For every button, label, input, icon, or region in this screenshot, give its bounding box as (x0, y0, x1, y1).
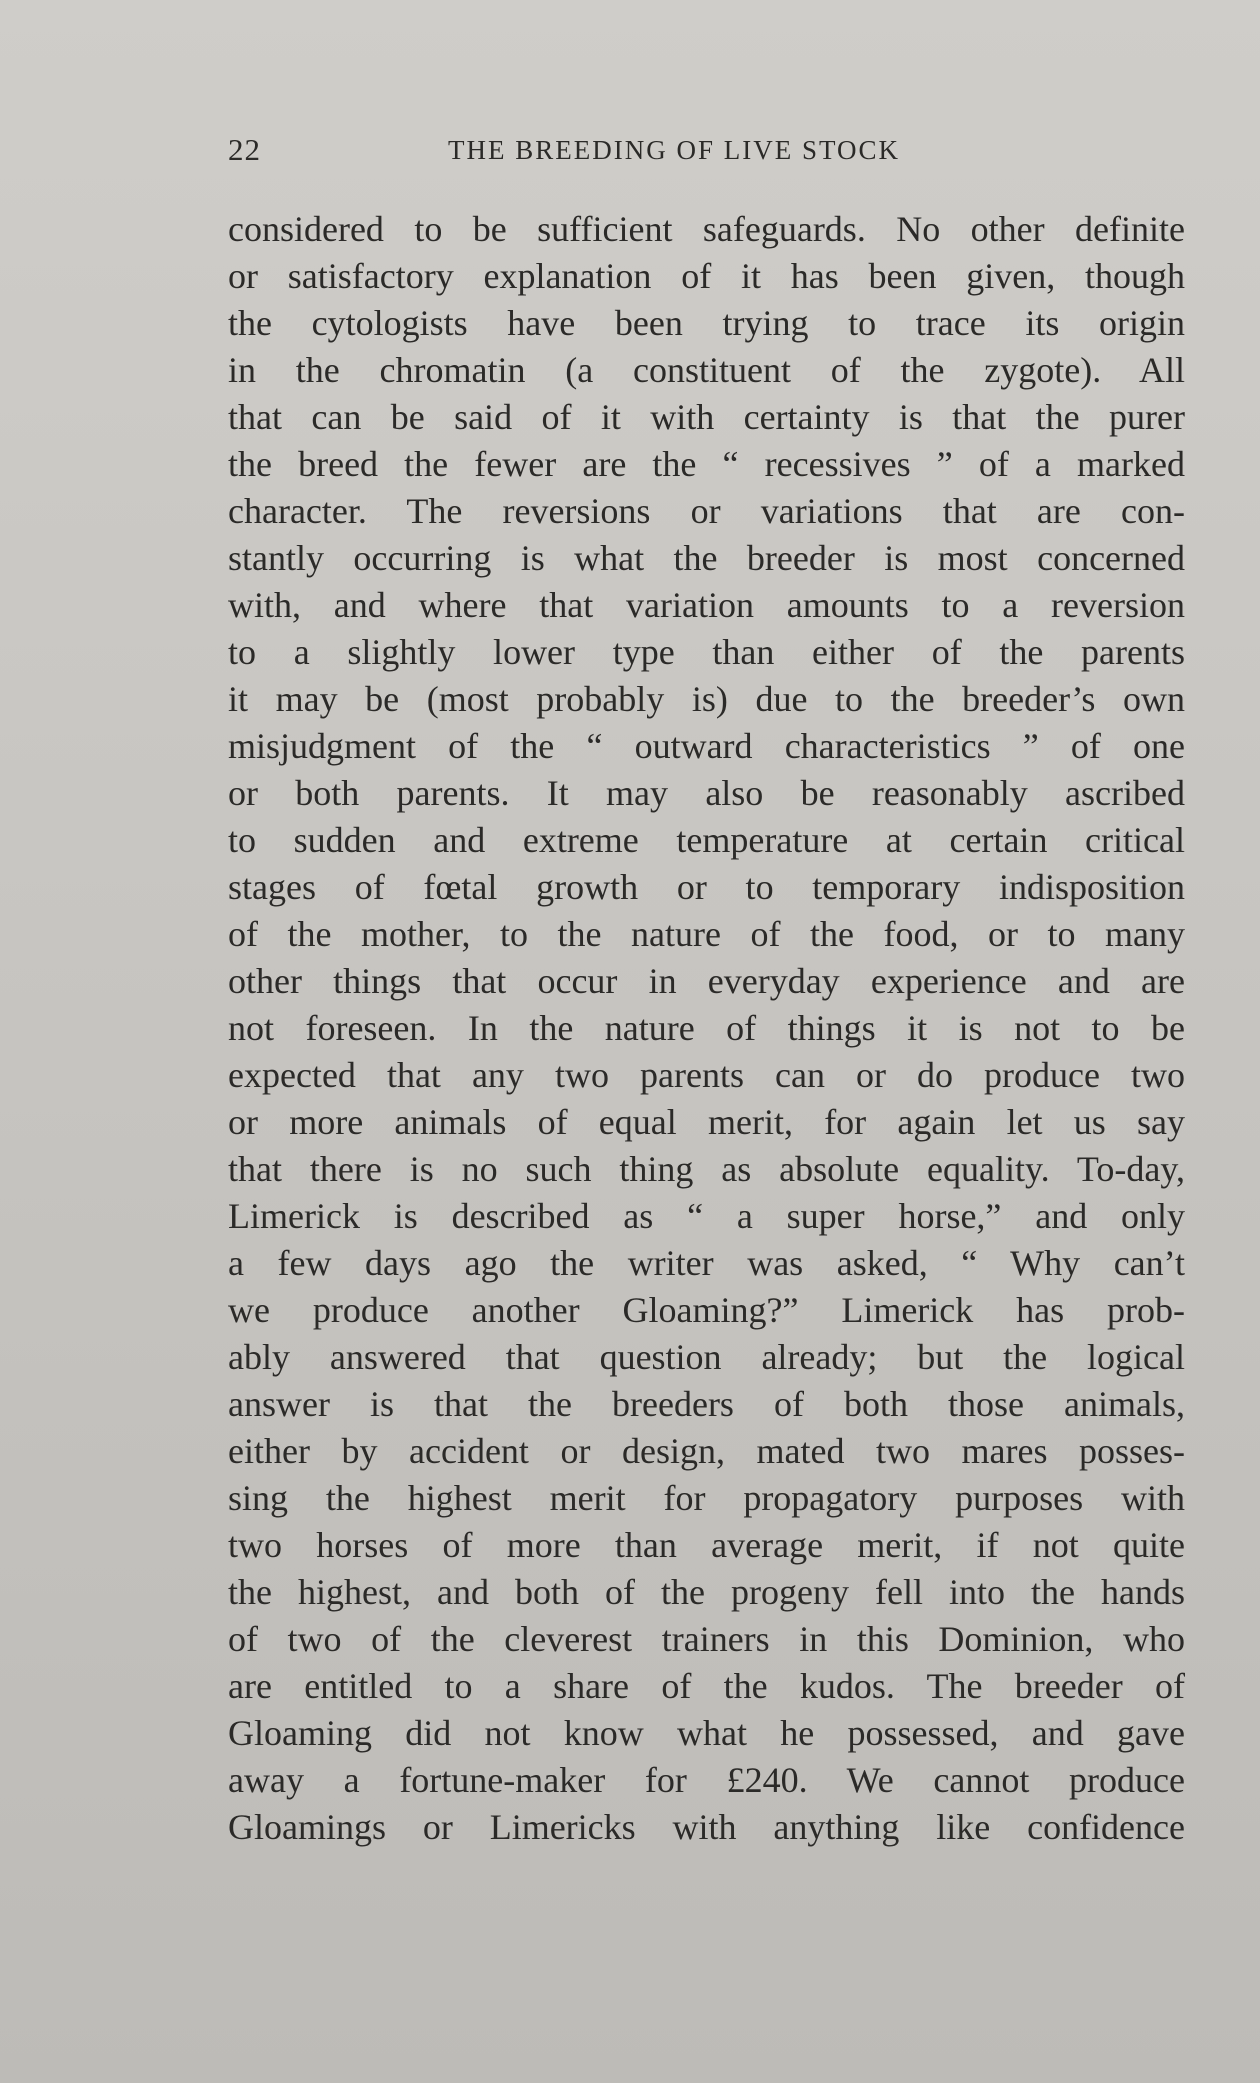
running-head (228, 132, 1188, 172)
body-text (228, 206, 1185, 1851)
text-line: that there is no such thing as absolute equality. To-day, (228, 1149, 1185, 1189)
text-line: with, and where that variation amounts to a reversion (228, 585, 1185, 625)
text-line: two horses of more than average merit, if not quite (228, 1525, 1185, 1565)
text-line: are entitled to a share of the kudos. The breeder of (228, 1666, 1185, 1706)
text-line: a few days ago the writer was asked, “ Why can’t (228, 1243, 1185, 1283)
text-line: the cytologists have been trying to trace its origin (228, 303, 1185, 343)
text-line: or both parents. It may also be reasonably ascribed (228, 773, 1185, 813)
text-line: stantly occurring is what the breeder is most concerned (228, 538, 1185, 578)
text-line: away a fortune-maker for £240. We cannot produce (228, 1760, 1185, 1800)
text-line: expected that any two parents can or do produce two (228, 1055, 1185, 1095)
text-line: stages of fœtal growth or to temporary indisposition (228, 867, 1185, 907)
text-line: other things that occur in everyday experience and are (228, 961, 1185, 1001)
text-line: in the chromatin (a constituent of the zygote). All (228, 350, 1185, 390)
text-line: to a slightly lower type than either of the parents (228, 632, 1185, 672)
text-line: it may be (most probably is) due to the breeder’s own (228, 679, 1185, 719)
text-line: answer is that the breeders of both those animals, (228, 1384, 1185, 1424)
text-line: character. The reversions or variations that are con- (228, 491, 1185, 531)
text-line: the highest, and both of the progeny fell into the hands (228, 1572, 1185, 1612)
text-line: Gloamings or Limericks with anything like confidence (228, 1807, 1185, 1847)
book-title: THE BREEDING OF LIVE STOCK (448, 135, 900, 165)
text-line: either by accident or design, mated two mares posses- (228, 1431, 1185, 1471)
text-line: to sudden and extreme temperature at certain critical (228, 820, 1185, 860)
text-line: ably answered that question already; but the logical (228, 1337, 1185, 1377)
page-number: 22 (228, 132, 261, 167)
text-line: sing the highest merit for propagatory purposes with (228, 1478, 1185, 1518)
text-line: of two of the cleverest trainers in this Dominion, who (228, 1619, 1185, 1659)
text-line: not foreseen. In the nature of things it is not to be (228, 1008, 1185, 1048)
text-line: or more animals of equal merit, for again let us say (228, 1102, 1185, 1142)
text-line: the breed the fewer are the “ recessives ” of a marked (228, 444, 1185, 484)
text-line: misjudgment of the “ outward characteristics ” of one (228, 726, 1185, 766)
text-line: we produce another Gloaming?” Limerick has prob- (228, 1290, 1185, 1330)
text-line: that can be said of it with certainty is that the purer (228, 397, 1185, 437)
text-line: Gloaming did not know what he possessed, and gave (228, 1713, 1185, 1753)
text-line: considered to be sufficient safeguards. No other definite (228, 209, 1185, 249)
text-line: of the mother, to the nature of the food, or to many (228, 914, 1185, 954)
text-line: Limerick is described as “ a super horse,” and only (228, 1196, 1185, 1236)
text-line: or satisfactory explanation of it has been given, though (228, 256, 1185, 296)
